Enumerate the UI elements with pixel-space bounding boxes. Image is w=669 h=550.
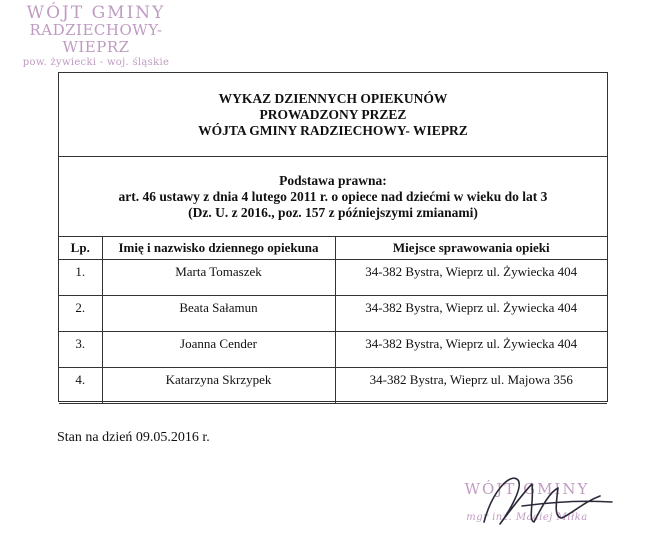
legal-basis bbox=[59, 157, 607, 237]
stamp-title: WÓJT GMINY bbox=[26, 3, 166, 23]
cell-lp: 2. bbox=[59, 295, 102, 331]
cell-place: 34-382 Bystra, Wieprz ul. Żywiecka 404 bbox=[335, 259, 607, 295]
column-header-lp: Lp. bbox=[59, 237, 102, 259]
signature-stamp-title: WÓJT GMINY bbox=[464, 480, 590, 498]
cell-name: Beata Sałamun bbox=[102, 295, 335, 331]
legal-basis-journal: (Dz. U. z 2016., poz. 157 z późniejszymi zmianami) bbox=[188, 204, 478, 220]
signature-stamp-name: mgr inż. Maciej Miłka bbox=[466, 512, 588, 523]
heading-line-1: WYKAZ DZIENNYCH OPIEKUNÓW bbox=[218, 90, 448, 106]
column-header-place: Miejsce sprawowania opieki bbox=[335, 237, 607, 259]
office-stamp-top bbox=[6, 4, 186, 69]
cell-lp: 1. bbox=[59, 259, 102, 295]
table-row bbox=[59, 295, 607, 331]
cell-lp: 3. bbox=[59, 331, 102, 367]
cell-place: 34-382 Bystra, Wieprz ul. Majowa 356 bbox=[335, 367, 607, 403]
cell-place: 34-382 Bystra, Wieprz ul. Żywiecka 404 bbox=[335, 295, 607, 331]
stamp-municipality: RADZIECHOWY-WIEPRZ bbox=[29, 21, 163, 56]
cell-name: Joanna Cender bbox=[102, 331, 335, 367]
legal-basis-act: art. 46 ustawy z dnia 4 lutego 2011 r. o opiece nad dziećmi w wieku do lat 3 bbox=[118, 188, 548, 204]
status-date: Stan na dzień 09.05.2016 r. bbox=[57, 430, 210, 445]
heading-line-2: PROWADZONY PRZEZ bbox=[259, 106, 407, 122]
handwritten-signature-icon bbox=[462, 462, 622, 542]
table-header-row bbox=[59, 237, 607, 259]
register-frame bbox=[58, 72, 608, 402]
cell-lp: 4. bbox=[59, 367, 102, 403]
heading-line-3: WÓJTA GMINY RADZIECHOWY- WIEPRZ bbox=[198, 122, 468, 138]
legal-basis-label: Podstawa prawna: bbox=[279, 172, 387, 188]
stamp-region: pow. żywiecki - woj. śląskie bbox=[22, 57, 170, 68]
caregivers-table bbox=[59, 237, 607, 404]
cell-place: 34-382 Bystra, Wieprz ul. Żywiecka 404 bbox=[335, 331, 607, 367]
table-row bbox=[59, 331, 607, 367]
table-row bbox=[59, 259, 607, 295]
column-header-name: Imię i nazwisko dziennego opiekuna bbox=[102, 237, 335, 259]
table-row bbox=[59, 367, 607, 403]
cell-name: Katarzyna Skrzypek bbox=[102, 367, 335, 403]
document-heading bbox=[59, 73, 607, 157]
cell-name: Marta Tomaszek bbox=[102, 259, 335, 295]
